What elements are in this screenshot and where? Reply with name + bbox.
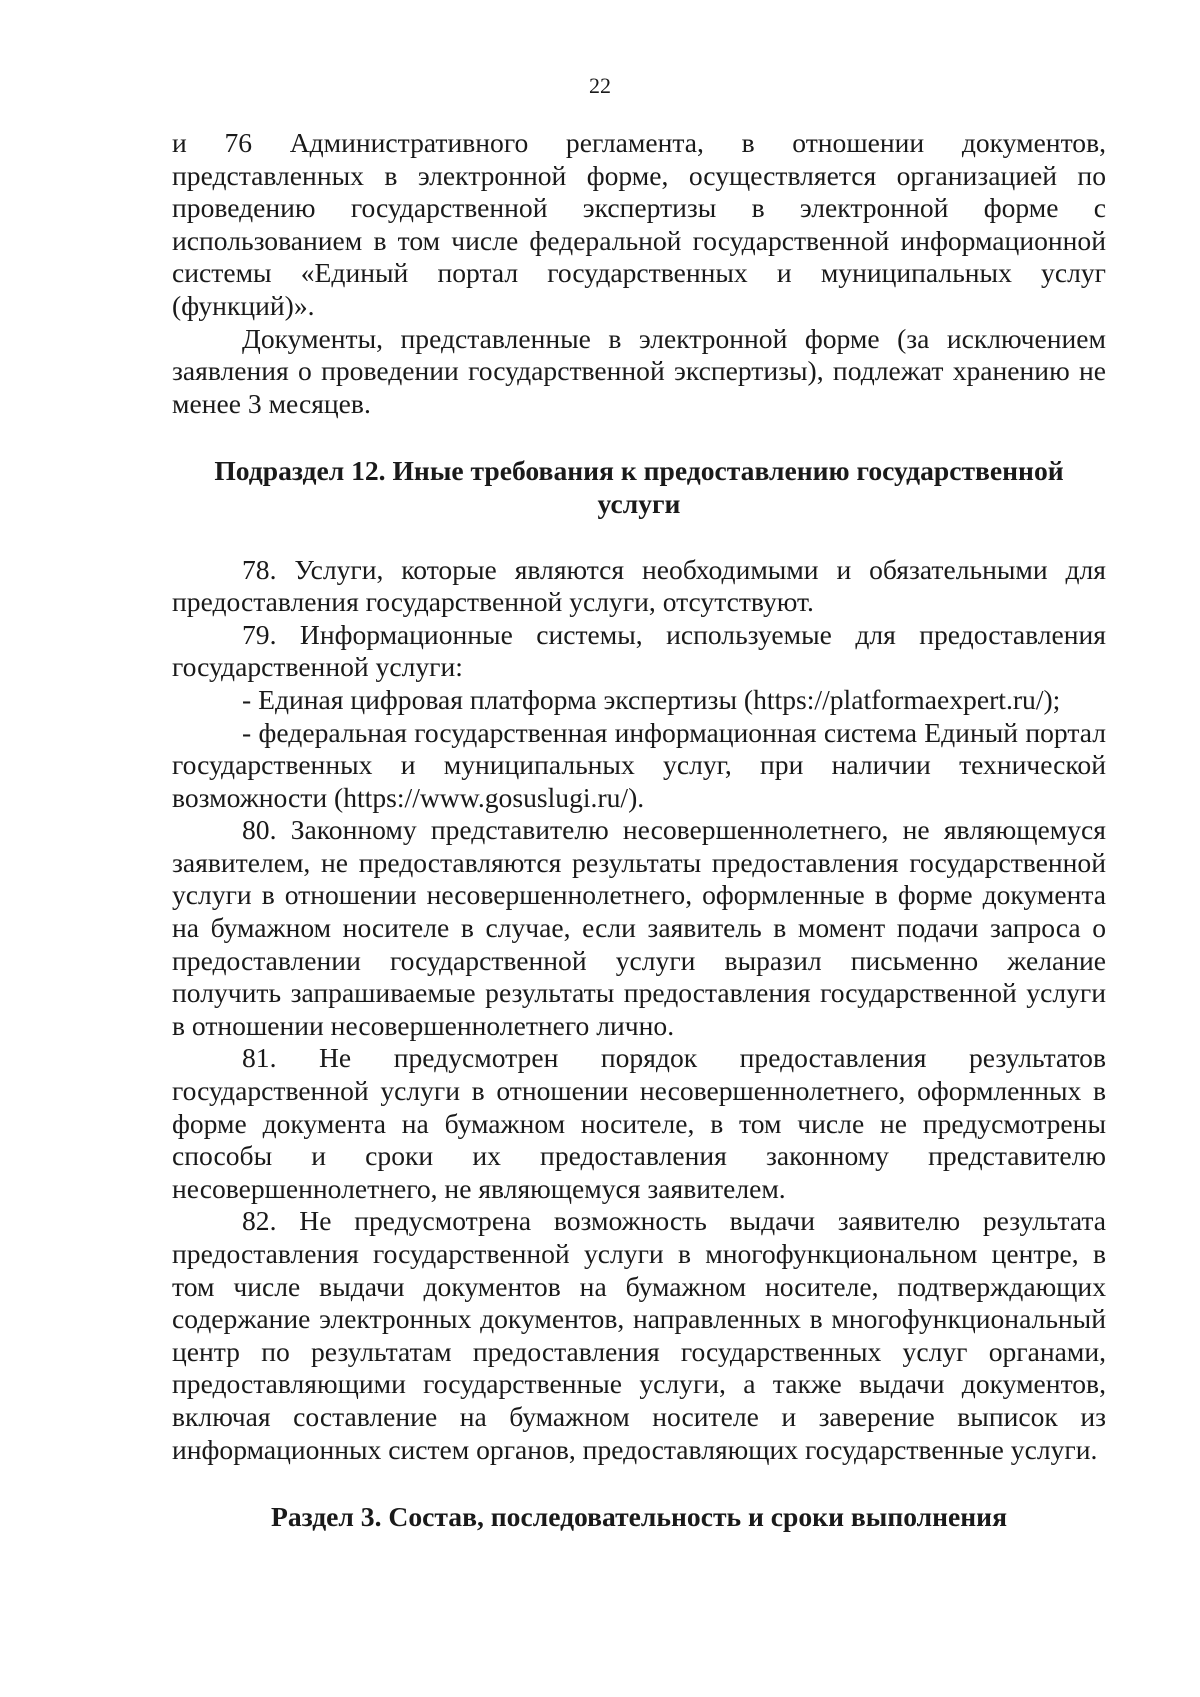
document-body <box>172 127 1106 1534</box>
paragraph-78: 78. Услуги, которые являются необходимыми и обязательными для предоставления государственной услуги, отсутствуют. <box>172 553 1106 618</box>
paragraph-80: 80. Законному представителю несовершеннолетнего, не являющемуся заявителем, не предоставляются результаты предоставления государственной услуги в отношении несовершеннолетнего, оформленные в форме документа на бумажном носителе в случае, если заявитель в момент подачи запроса о предоставлении государственной услуги выразил письменно желание получить запрашиваемые результаты предоставления государственной услуги в отношении несовершеннолетнего лично. <box>172 814 1106 1041</box>
paragraph-continuation: и 76 Административного регламента, в отношении документов, представленных в электронной форме, осуществляется организацией по проведению государственной экспертизы в электронной форме с использованием в том числе федеральной государственной информационной системы «Единый портал государственных и муниципальных услуг (функций)». <box>172 127 1106 321</box>
list-item-platformaexpert: - Единая цифровая платформа экспертизы (https://platformaexpert.ru/); <box>242 683 1061 715</box>
section-heading: Раздел 3. Состав, последовательность и сроки выполнения <box>270 1501 1008 1533</box>
paragraph-storage: Документы, представленные в электронной форме (за исключением заявления о проведении государственной экспертизы), подлежат хранению не менее 3 месяцев. <box>172 322 1106 419</box>
paragraph-79: 79. Информационные системы, используемые для предоставления государственной услуги: <box>172 618 1106 683</box>
paragraph-82: 82. Не предусмотрена возможность выдачи заявителю результата предоставления государственной услуги в многофункциональном центре, в том числе выдачи документов на бумажном носителе, подтверждающих содержание электронных документов, направленных в многофункциональный центр по результатам предоставления государственных услуг органами, предоставляющими государственные услуги, а также выдачи документов, включая составление на бумажном носителе и заверение выписок из информационных систем органов, предоставляющих государственные услуги. <box>172 1205 1106 1465</box>
subsection-heading: Подраздел 12. Иные требования к предоставлению государственной услуги <box>214 455 1064 519</box>
list-item-gosuslugi: - федеральная государственная информационная система Единый портал государственных и муниципальных услуг, при наличии технической возможности (https://www.gosuslugi.ru/). <box>172 716 1106 813</box>
page-number: 22 <box>589 73 611 98</box>
paragraph-81: 81. Не предусмотрен порядок предоставления результатов государственной услуги в отношении несовершеннолетнего, оформленных в форме документа на бумажном носителе, в том числе не предусмотрены способы и сроки их предоставления законному представителю несовершеннолетнего, не являющемуся заявителем. <box>172 1042 1106 1204</box>
